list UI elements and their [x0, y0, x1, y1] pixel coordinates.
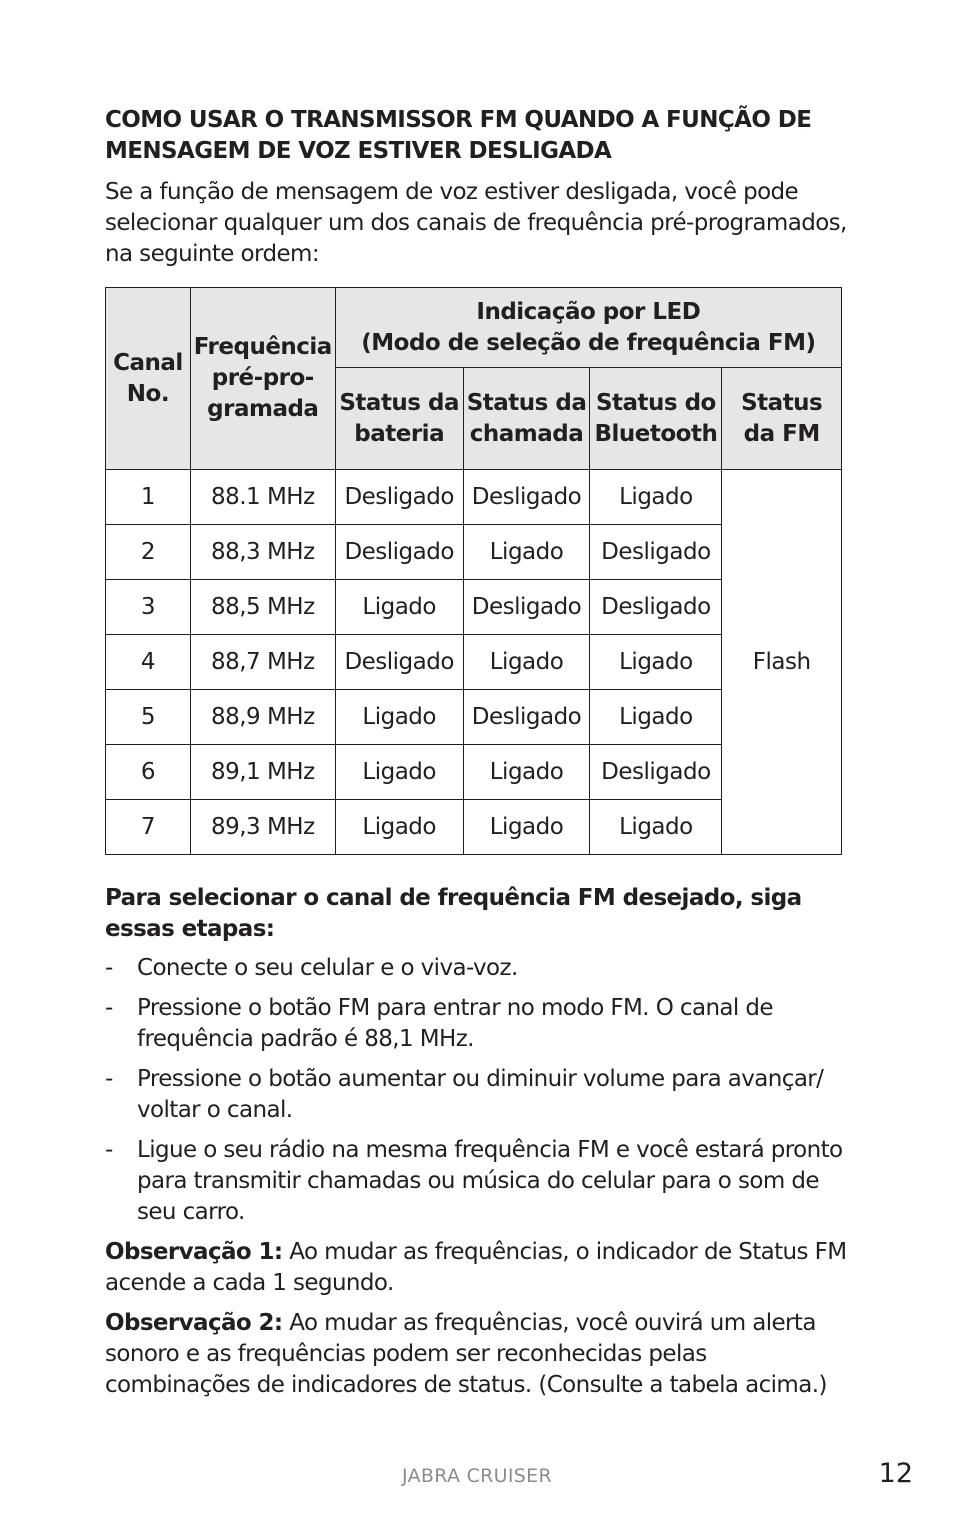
cell-bluetooth: Ligado [590, 635, 722, 690]
cell-call: Desligado [463, 470, 590, 525]
note-1-text: Ao mudar as frequências, o indicador de Status FM acende a cada 1 segundo. [105, 1239, 847, 1296]
cell-call: Ligado [463, 800, 590, 855]
section-heading: COMO USAR O TRANSMISSOR FM QUANDO A FUNÇÃO DE MENSAGEM DE VOZ ESTIVER DESLIGADA [105, 107, 812, 164]
cell-frequency: 88,7 MHz [190, 635, 335, 690]
cell-channel: 1 [106, 470, 191, 525]
cell-frequency: 88.1 MHz [190, 470, 335, 525]
header-frequency: Frequência pré-pro- gramada [190, 288, 335, 470]
header-channel: Canal No. [106, 288, 191, 470]
list-item [105, 1064, 850, 1126]
cell-call: Desligado [463, 690, 590, 745]
cell-frequency: 88,9 MHz [190, 690, 335, 745]
table-row [106, 470, 842, 525]
cell-bluetooth: Desligado [590, 580, 722, 635]
note-2 [105, 1308, 850, 1401]
cell-bluetooth: Desligado [590, 745, 722, 800]
steps-list [105, 953, 850, 1228]
cell-call: Ligado [463, 635, 590, 690]
header-battery-status: Status da bateria [335, 368, 463, 470]
list-item [105, 1135, 850, 1228]
bullet-dash: - [105, 1137, 113, 1163]
cell-frequency: 88,3 MHz [190, 525, 335, 580]
cell-channel: 6 [106, 745, 191, 800]
step-text: Pressione o botão FM para entrar no modo FM. O canal de frequência padrão é 88,1 MHz. [137, 995, 773, 1052]
header-fm-status: Status da FM [722, 368, 842, 470]
cell-bluetooth: Ligado [590, 800, 722, 855]
header-bluetooth-status: Status do Bluetooth [590, 368, 722, 470]
cell-bluetooth: Desligado [590, 525, 722, 580]
cell-battery: Desligado [335, 470, 463, 525]
cell-channel: 3 [106, 580, 191, 635]
cell-battery: Ligado [335, 690, 463, 745]
footer-product-title: JABRA CRUISER [402, 1465, 552, 1487]
cell-battery: Ligado [335, 580, 463, 635]
step-text: Conecte o seu celular e o viva-voz. [137, 955, 518, 981]
fm-channel-table [105, 287, 842, 855]
cell-battery: Ligado [335, 745, 463, 800]
cell-channel: 5 [106, 690, 191, 745]
header-led-group: Indicação por LED (Modo de seleção de frequência FM) [335, 288, 841, 368]
step-text: Ligue o seu rádio na mesma frequência FM e você estará pronto para transmitir chamadas ou música do celular para o som de seu carro. [137, 1137, 843, 1225]
cell-battery: Desligado [335, 635, 463, 690]
page-number: 12 [878, 1458, 913, 1489]
cell-channel: 2 [106, 525, 191, 580]
cell-frequency: 88,5 MHz [190, 580, 335, 635]
list-item [105, 993, 850, 1055]
cell-channel: 4 [106, 635, 191, 690]
cell-call: Ligado [463, 525, 590, 580]
cell-call: Ligado [463, 745, 590, 800]
cell-channel: 7 [106, 800, 191, 855]
cell-bluetooth: Ligado [590, 470, 722, 525]
note-2-text: Ao mudar as frequências, você ouvirá um alerta sonoro e as frequências podem ser reconhecidas pelas combinações de indicadores de status. (Consulte a tabela acima.) [105, 1310, 827, 1398]
steps-heading: Para selecionar o canal de frequência FM desejado, siga essas etapas: [105, 885, 802, 942]
note-1-label: Observação 1: [105, 1239, 283, 1265]
cell-fm-flash: Flash [722, 470, 842, 855]
bullet-dash: - [105, 955, 113, 981]
header-call-status: Status da chamada [463, 368, 590, 470]
cell-frequency: 89,3 MHz [190, 800, 335, 855]
note-2-label: Observação 2: [105, 1310, 283, 1336]
cell-battery: Desligado [335, 525, 463, 580]
intro-paragraph: Se a função de mensagem de voz estiver desligada, você pode selecionar qualquer um dos canais de frequência pré-programados, na seguinte ordem: [105, 179, 847, 267]
note-1 [105, 1237, 850, 1299]
cell-bluetooth: Ligado [590, 690, 722, 745]
page-content [105, 105, 850, 1410]
bullet-dash: - [105, 1066, 113, 1092]
step-text: Pressione o botão aumentar ou diminuir volume para avançar/ voltar o canal. [137, 1066, 824, 1123]
cell-call: Desligado [463, 580, 590, 635]
list-item [105, 953, 850, 984]
bullet-dash: - [105, 995, 113, 1021]
cell-frequency: 89,1 MHz [190, 745, 335, 800]
cell-battery: Ligado [335, 800, 463, 855]
